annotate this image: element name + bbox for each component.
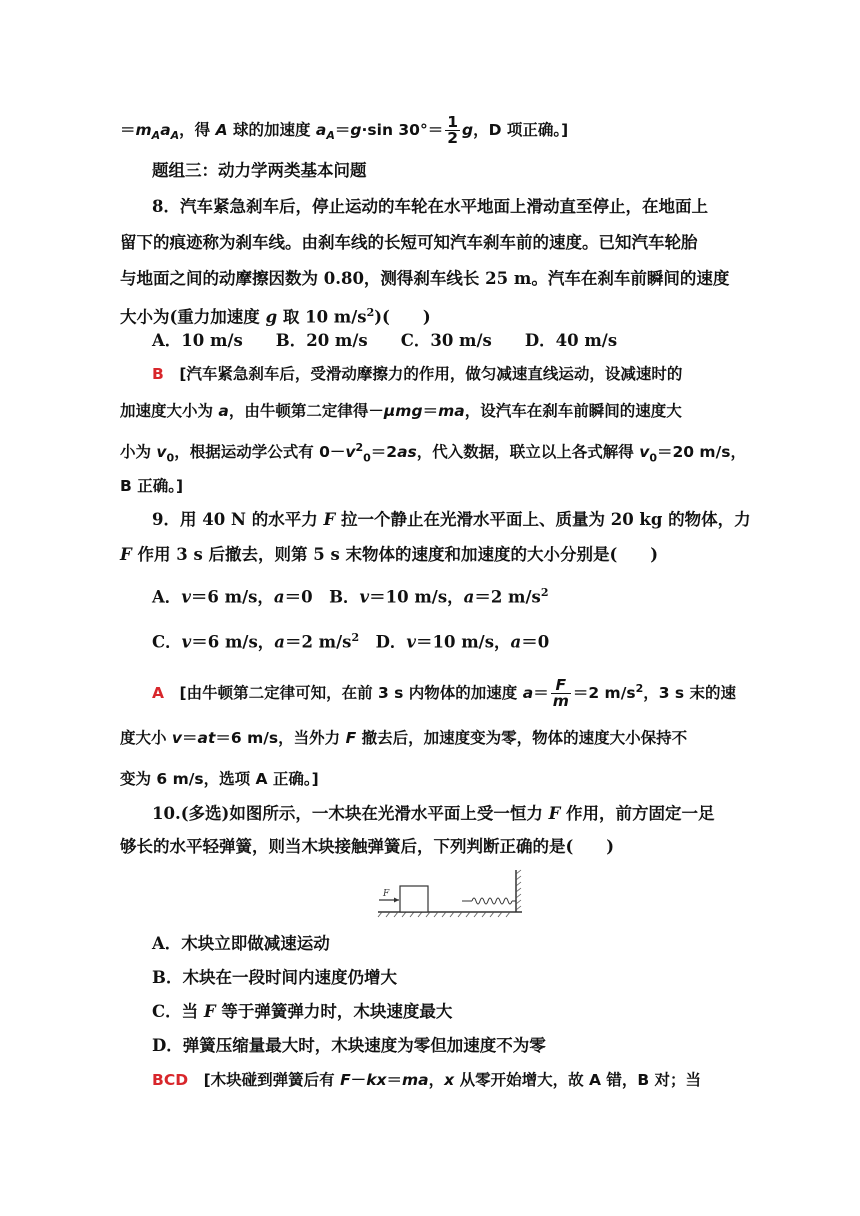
- question-10-line: 10.(多选)如图所示，一木块在光滑水平面上受一恒力 F 作用，前方固定一足: [152, 804, 715, 823]
- question-8-line: 8．汽车紧急刹车后，停止运动的车轮在水平地面上滑动直至停止，在地面上: [152, 197, 708, 216]
- question-10-line: 够长的水平轻弹簧，则当木块接触弹簧后，下列判断正确的是( ): [120, 837, 615, 856]
- force-label: F: [383, 889, 390, 899]
- answer-8-explanation: 加速度大小为 a，由牛顿第二定律得－μmg＝ma，设汽车在刹车前瞬间的速度大: [120, 402, 682, 420]
- question-9-line: F 作用 3 s 后撤去，则第 5 s 末物体的速度和加速度的大小分别是( ): [120, 545, 659, 564]
- question-10-option-d: D．弹簧压缩量最大时，木块速度为零但加速度不为零: [152, 1036, 546, 1055]
- question-8-line: 与地面之间的动摩擦因数为 0.80，测得刹车线长 25 m。汽车在刹车前瞬间的速度: [120, 269, 730, 288]
- question-8-options: A．10 m/s B．20 m/s C．30 m/s D．40 m/s: [152, 331, 618, 350]
- section-heading: 题组三：动力学两类基本问题: [152, 161, 367, 180]
- answer-8-explanation: 小为 $v_0$，根据运动学公式有 $0-v^2_0=2as$，代入数据，联立以上各式解得 $v_0=20$ m/s，: [120, 441, 746, 465]
- answer-8: B: [152, 365, 164, 383]
- answer-9-explanation: A [由牛顿第二定律可知，在前 3 s 内物体的加速度 a＝ $\frac{F}{m}$ ＝2 $m/s^2$，3 s 末的速: [152, 676, 737, 711]
- block-spring-figure: [376, 866, 526, 926]
- question-10-option-c: C．当 F 等于弹簧弹力时，木块速度最大: [152, 1002, 453, 1021]
- answer-9-explanation: 变为 6 m/s，选项 A 正确。]: [120, 770, 319, 788]
- answer-9: A: [152, 684, 164, 703]
- answer-9-explanation: 度大小 v＝at＝6 m/s，当外力 F 撤去后，加速度变为零，物体的速度大小保持不: [120, 729, 688, 747]
- question-8-line: 大小为(重力加速度 g 取 10 $m/s^2$)( ): [120, 306, 431, 327]
- question-8-line: 留下的痕迹称为刹车线。由刹车线的长短可知汽车刹车前的速度。已知汽车轮胎: [120, 233, 698, 252]
- answer-8-explanation: B 正确。]: [120, 477, 184, 495]
- question-9-line: 9．用 40 N 的水平力 F 拉一个静止在光滑水平面上、质量为 20 kg 的物体，力: [152, 510, 751, 529]
- block-spring-diagram: [376, 866, 526, 922]
- question-9-options: C．v＝6 m/s，a＝2 $m/s^2$ D．v＝10 m/s，a＝0: [152, 631, 550, 652]
- answer-10-explanation: BCD [木块碰到弹簧后有 F－kx＝ma，x 从零开始增大，故 A 错，B 对；当: [152, 1071, 702, 1089]
- text-line: $=m_Aa_A$，得 A 球的加速度 $a_A=g\cdot\sin$ 30°＝ $\frac{1}{2}$ g，D 项正确。]: [120, 113, 569, 147]
- question-10-option-b: B．木块在一段时间内速度仍增大: [152, 968, 397, 987]
- fraction: $\frac{F}{m}$: [552, 676, 569, 711]
- question-9-options: A．v＝6 m/s，a＝0 B．v＝10 m/s，a＝2 $m/s^2$: [152, 586, 549, 607]
- answer-8-explanation: B [汽车紧急刹车后，受滑动摩擦力的作用，做匀减速直线运动，设减速时的: [152, 365, 683, 383]
- question-10-option-a: A．木块立即做减速运动: [152, 934, 330, 953]
- fraction: $\frac{1}{2}$: [447, 113, 459, 147]
- answer-10: BCD: [152, 1071, 189, 1089]
